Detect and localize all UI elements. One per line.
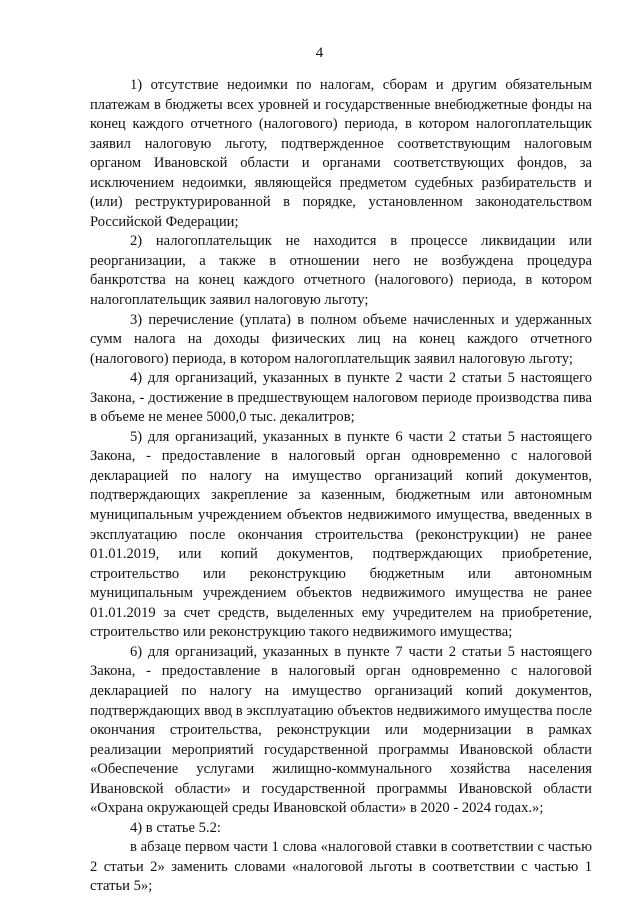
amendment-paragraph: в абзаце первом части 1 слова «налоговой ставки в соответствии с частью 2 статьи 2» заменить словами «налоговой льготы в соответствии с частью 1 статьи 5»; (90, 839, 592, 895)
article-5-2-heading: 4) в статье 5.2: (130, 819, 221, 836)
paragraph-item-4: 4) для организаций, указанных в пункте 2 части 2 статьи 5 настоящего Закона, - достижение в предшествующем налоговом периоде производства пива в объеме не менее 5000,0 тыс. декалитров; (90, 370, 592, 426)
paragraph-item-1: 1) отсутствие недоимки по налогам, сборам и другим обязательным платежам в бюджеты всех уровней и государственные внебюджетные фонды на конец каждого отчетного (налогового) периода, в котором налогоплательщик заявил налоговую льготу, подтвержденное соответствующим налоговым органом Ивановской области и органами соответствующих фондов, за исключением недоимки, являющейся предметом судебных разбирательств и (или) реструктурированной в порядке, установленном законодательством Российской Федерации; (90, 77, 592, 230)
paragraph-item-2: 2) налогоплательщик не находится в процессе ликвидации или реорганизации, а также в отношении него не возбуждена процедура банкротства на конец каждого отчетного (налогового) периода, в котором налогоплательщик заявил налоговую льготу; (90, 233, 592, 309)
paragraph-item-3: 3) перечисление (уплата) в полном объеме начисленных и удержанных сумм налога на доходы физических лиц на конец каждого отчетного (налогового) периода, в котором налогоплательщик заявил налоговую льготу; (90, 311, 592, 367)
document-body (90, 76, 592, 897)
paragraph-item-6: 6) для организаций, указанных в пункте 7 части 2 статьи 5 настоящего Закона, - предоставление в налоговый орган одновременно с налоговой декларацией по налогу на имущество организаций копий документов, подтверждающих ввод в эксплуатацию объектов недвижимого имущества после окончания строительства, реконструкции или модернизации в рамках реализации мероприятий государственной программы Ивановской области «Обеспечение услугами жилищно-коммунального хозяйства населения Ивановской области» и государственной программы Ивановской области «Охрана окружающей среды Ивановской области» в 2020 - 2024 годах.»; (90, 643, 592, 817)
page-number: 4 (315, 45, 324, 61)
paragraph-item-5: 5) для организаций, указанных в пункте 6 части 2 статьи 5 настоящего Закона, - предоставление в налоговый орган одновременно с налоговой декларацией по налогу на имущество организаций копий документов, подтверждающих закрепление за казенным, бюджетным или автономным муниципальным учреждением объектов недвижимого имущества, введенных в эксплуатацию после окончания строительства (реконструкции) не ранее 01.01.2019, или копий документов, подтверждающих приобретение, строительство или реконструкцию бюджетным или автономным муниципальным учреждением объектов недвижимого имущества не ранее 01.01.2019 за счет средств, выделенных ему учредителем на приобретение, строительство или реконструкцию такого недвижимого имущества; (90, 428, 592, 641)
